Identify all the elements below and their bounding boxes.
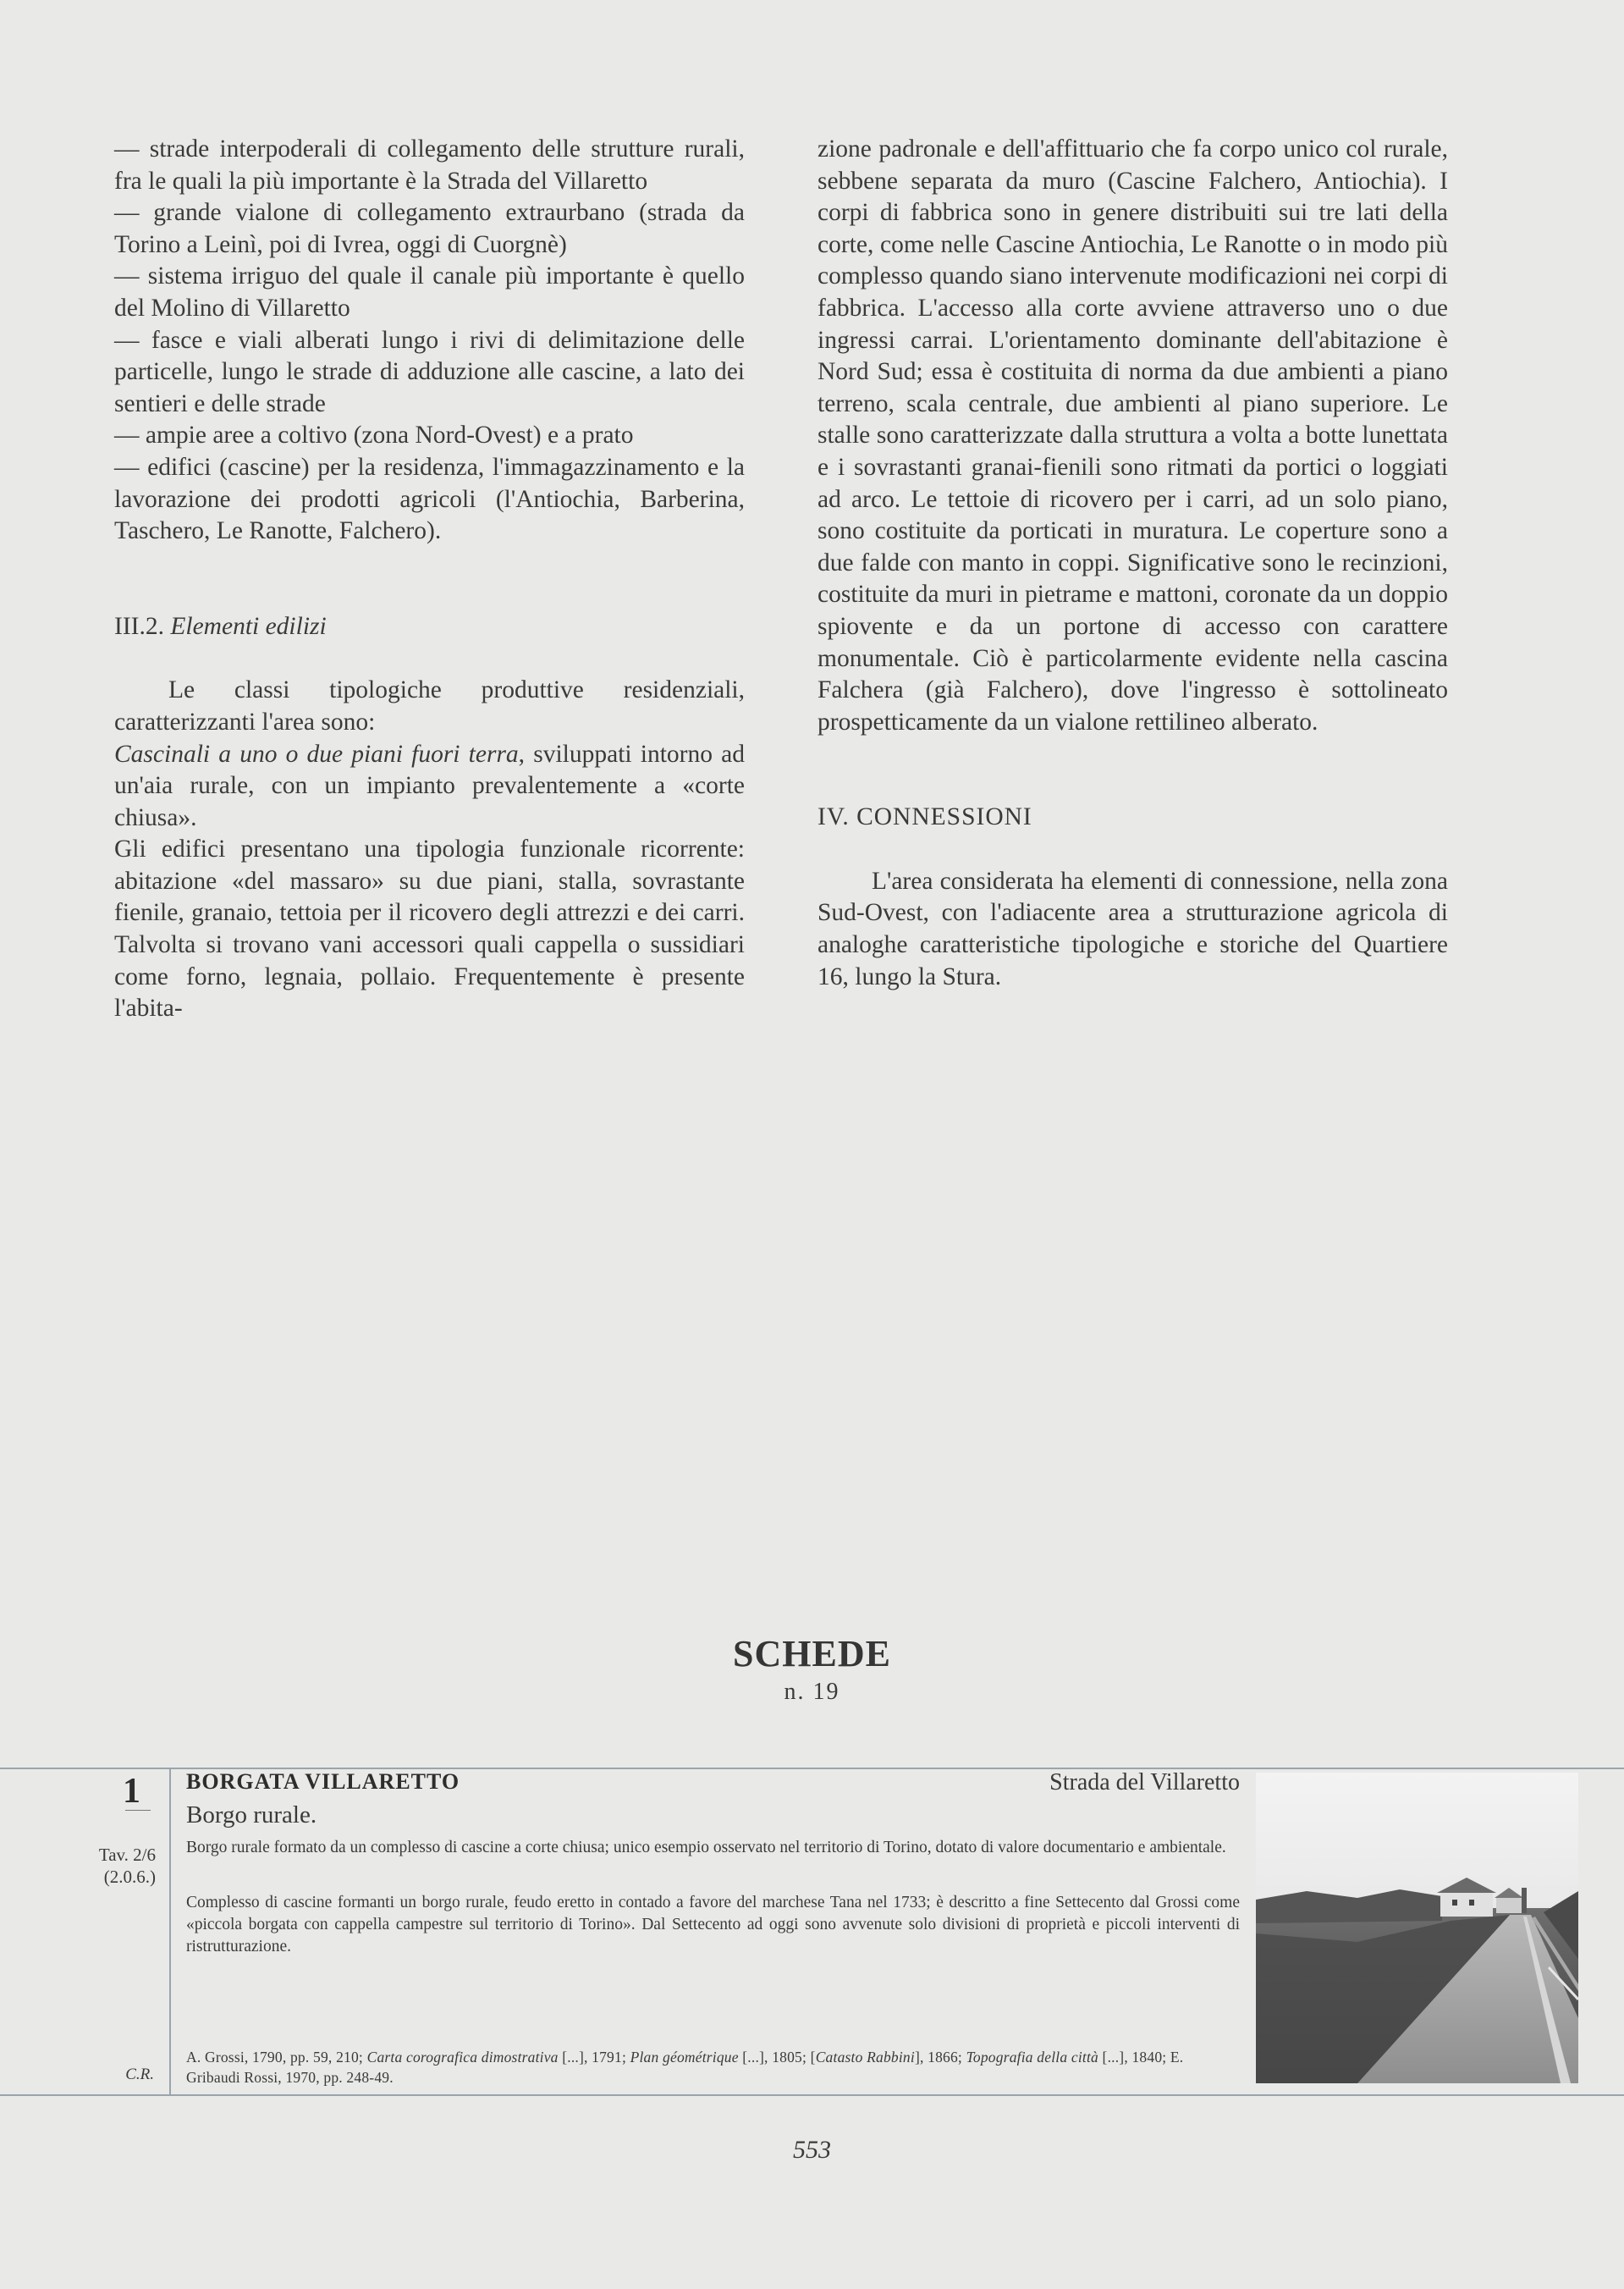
section-heading bbox=[114, 611, 745, 643]
section-number: III.2. bbox=[114, 612, 164, 640]
card-title: BORGATA VILLARETTO bbox=[186, 1769, 460, 1794]
card-number-dash bbox=[125, 1810, 151, 1811]
borgata-photo bbox=[1256, 1773, 1578, 2083]
card-subtitle: Borgo rurale. bbox=[186, 1801, 317, 1828]
section-title: Elementi edilizi bbox=[170, 612, 327, 640]
tav-label: Tav. 2/6 bbox=[98, 1845, 156, 1865]
card-author: C.R. bbox=[125, 2066, 154, 2083]
card-references: A. Grossi, 1790, pp. 59, 210; Carta corografica dimostrativa [...], 1791; Plan géométrique [...], 1805; [Catasto Rabbini], 1866; Topografia della città [...], 1840; E. Gribaudi Rossi, 1970, pp. 248-49. bbox=[186, 2049, 1184, 2086]
intro-paragraph: Le classi tipologiche produttive residenziali, caratterizzanti l'area sono: bbox=[114, 676, 745, 736]
card-history: Complesso di cascine formanti un borgo rurale, feudo eretto in contado a favore del marchese Tana nel 1733; è descritto a fine Settecento dal Grossi come «piccola borgata con cappella campestre sul territorio di Torino». Dal Settecento ad oggi sono avvenute solo divisioni di proprietà e piccoli interventi di ristrutturazione. bbox=[186, 1894, 1240, 1955]
card-bottom-rule bbox=[0, 2094, 1624, 2096]
list-item: — strade interpoderali di collegamento delle strutture rurali, fra le quali la più importante è la Strada del Villaretto bbox=[114, 135, 745, 195]
card-tav bbox=[69, 1844, 156, 1888]
list-item: — fasce e viali alberati lungo i rivi di delimitazione delle particelle, lungo le strade di adduzione alle cascine, a lato dei sentieri e delle strade bbox=[114, 326, 745, 417]
section-heading: IV. CONNESSIONI bbox=[818, 803, 1032, 831]
card-number: 1 bbox=[123, 1772, 140, 1811]
list-item: — ampie aree a coltivo (zona Nord-Ovest) e a prato bbox=[114, 422, 634, 450]
right-column bbox=[818, 134, 1448, 993]
page-number: 553 bbox=[793, 2136, 831, 2164]
body-paragraph: zione padronale e dell'affittuario che fa corpo unico col rurale, sebbene separata da muro (Cascine Falchero, Antiochia). I corpi di fabbrica sono in genere distribuiti sui tre lati della corte, come nelle Cascine Antiochia, Le Ranotte o in modo più complesso quando siano intervenute modificazioni nei corpi di fabbrica. L'accesso alla corte avviene attraverso uno o due ingressi carrai. L'orientamento dominante dell'abitazione è Nord Sud; essa è costituita di norma da due ambienti a piano terreno, scala centrale, due ambienti al piano superiore. Le stalle sono caratterizzate dalla struttura a volta a botte lunettata e i sovrastanti granai-fienili sono ritmati da portici o loggiati ad arco. Le tettoie di ricovero per i carri, ad un solo piano, sono costituite da porticati in muratura. Le coperture sono a due falde con manto in coppi. Significative sono le recinzioni, costituite da muri in pietrame e mattoni, coronate da un doppio spiovente e da un portone di accesso con carattere monumentale. Ciò è particolarmente evidente nella cascina Falchera (già Falchero), dove l'ingresso è sottolineato prospetticamente da un vialone rettilineo alberato. bbox=[818, 135, 1448, 736]
type-italic: Cascinali a uno o due piani fuori terra bbox=[114, 740, 519, 768]
left-column bbox=[114, 134, 745, 1025]
body-paragraph: Gli edifici presentano una tipologia funzionale ricorrente: abitazione «del massaro» su due piani, stalla, sovrastante fienile, granaio, tettoia per il ricovero degli attrezzi e dei carri. Talvolta si trovano vani accessori quali cappella o sussidiari come forno, legnaia, pollaio. Frequentemente è presente l'abita- bbox=[114, 836, 745, 1023]
list-item: — sistema irriguo del quale il canale più importante è quello del Molino di Villaretto bbox=[114, 262, 745, 322]
card-description: Borgo rurale formato da un complesso di cascine a corte chiusa; unico esempio osservato nel territorio di Torino, dotato di valore documentario e ambientale. bbox=[186, 1839, 1226, 1856]
schede-number: n. 19 bbox=[784, 1679, 840, 1705]
list-item: — grande vialone di collegamento extraurbano (strada da Torino a Leinì, poi di Ivrea, oggi di Cuorgnè) bbox=[114, 199, 745, 258]
connessioni-paragraph: L'area considerata ha elementi di connessione, nella zona Sud-Ovest, con l'adiacente area a strutturazione agricola di analoghe caratteristiche tipologiche e storiche del Quartiere 16, lungo la Stura. bbox=[818, 867, 1448, 990]
type-paragraph bbox=[114, 739, 745, 835]
card-street: Strada del Villaretto bbox=[1049, 1769, 1240, 1795]
card-divider bbox=[169, 1768, 171, 2094]
type-rest: , sviluppati intorno ad un'aia rurale, con un impianto prevalentemente a «corte chiusa». bbox=[114, 740, 745, 831]
list-item: — edifici (cascine) per la residenza, l'immagazzinamento e la lavorazione dei prodotti agricoli (l'Antiochia, Barberina, Taschero, Le Ranotte, Falchero). bbox=[114, 453, 745, 545]
tav-code: (2.0.6.) bbox=[103, 1867, 156, 1887]
schede-title: SCHEDE bbox=[733, 1633, 891, 1674]
